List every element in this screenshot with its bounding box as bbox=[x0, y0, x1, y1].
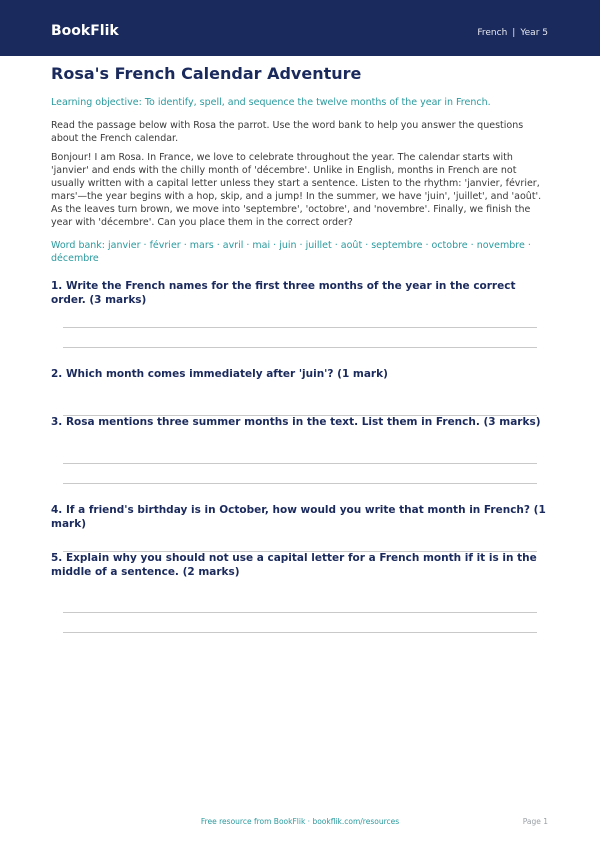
question-3: 3. Rosa mentions three summer months in the text. List them in French. (3 marks) bbox=[51, 416, 541, 428]
question-1: 1. Write the French names for the first three months of the year in the correct order. (3 marks) bbox=[51, 280, 516, 306]
answer-line[interactable] bbox=[63, 612, 537, 613]
instructions: Read the passage below with Rosa the parrot. Use the word bank to help you answer the questions about the French calendar. bbox=[51, 120, 524, 144]
worksheet-title: Rosa's French Calendar Adventure bbox=[51, 64, 362, 83]
reading-passage: Bonjour! I am Rosa. In France, we love to celebrate throughout the year. The calendar starts with 'janvier' and ends with the chilly month of 'décembre'. Unlike in English, months in French are not usually written with a capital letter unless they start a sentence. Listen to the rhythm: 'janvier, février, mars'—the year begins with a hop, skip, and a jump! In the summer, we have 'juin', 'juillet', and 'août'. As the leaves turn brown, we move into 'septembre', 'octobre', and 'novembre'. Finally, we finish the year with 'décembre'. Can you place them in the correct order? bbox=[51, 152, 542, 228]
header-meta bbox=[477, 28, 548, 38]
year-label: Year 5 bbox=[520, 28, 548, 38]
page-number: Page 1 bbox=[522, 817, 548, 826]
answer-line[interactable] bbox=[63, 632, 537, 633]
answer-line[interactable] bbox=[63, 327, 537, 328]
answer-line[interactable] bbox=[63, 463, 537, 464]
answer-line[interactable] bbox=[63, 483, 537, 484]
brand-logo: BookFlik bbox=[51, 23, 119, 39]
subject-label: French bbox=[477, 28, 508, 38]
question-4: 4. If a friend's birthday is in October, how would you write that month in French? (1 mark) bbox=[51, 504, 546, 530]
footer-credit: Free resource from BookFlik · bookflik.com/resources bbox=[200, 817, 400, 826]
question-5: 5. Explain why you should not use a capital letter for a French month if it is in the middle of a sentence. (2 marks) bbox=[51, 552, 537, 578]
learning-objective: Learning objective: To identify, spell, and sequence the twelve months of the year in French. bbox=[51, 97, 491, 108]
question-2: 2. Which month comes immediately after 'juin'? (1 mark) bbox=[51, 368, 388, 380]
answer-line[interactable] bbox=[63, 347, 537, 348]
header-bar bbox=[0, 0, 600, 56]
worksheet-intro bbox=[51, 64, 551, 265]
word-bank: Word bank: janvier · février · mars · avril · mai · juin · juillet · août · septembre · octobre · novembre · décembre bbox=[51, 240, 531, 264]
meta-separator: | bbox=[512, 28, 516, 38]
